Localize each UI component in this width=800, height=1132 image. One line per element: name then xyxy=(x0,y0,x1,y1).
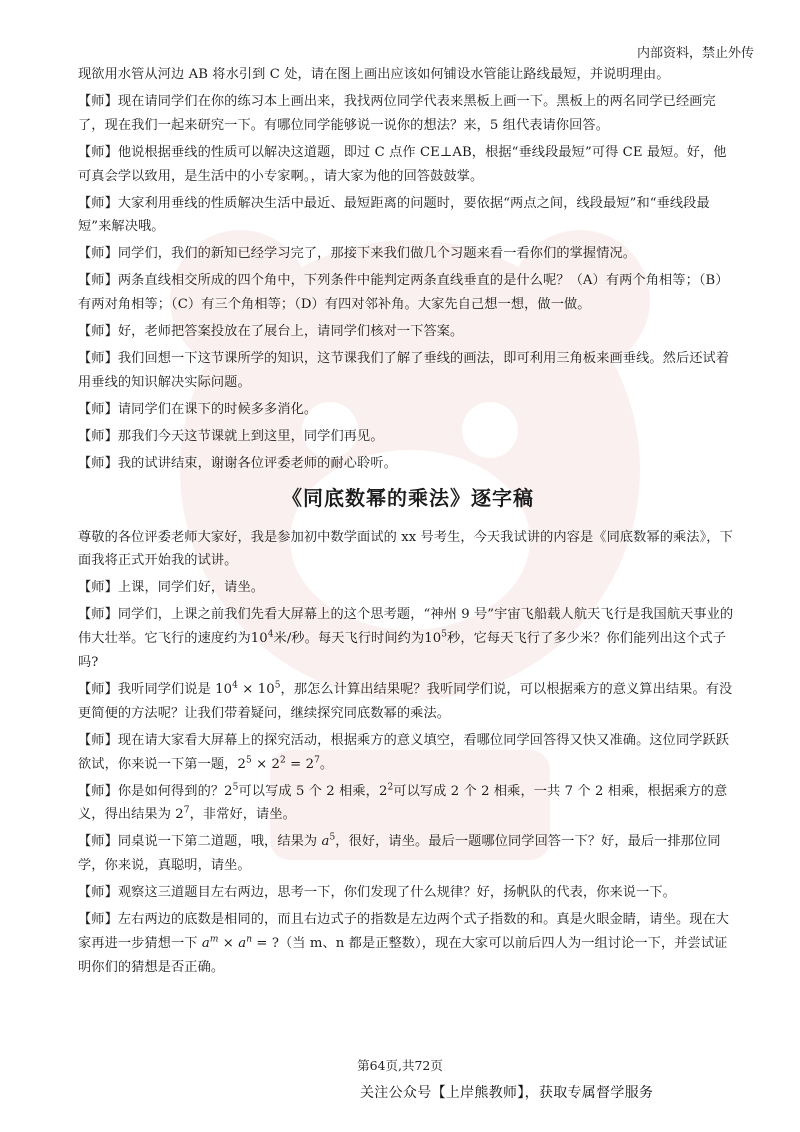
paragraph xyxy=(78,269,738,317)
teacher-tag: 【师】 xyxy=(78,580,118,596)
text-segment: × 2 xyxy=(251,756,281,772)
text-segment: 可以写成 5 个 2 相乘，2 xyxy=(238,783,388,799)
paragraph-text: 他说根据垂线的性质可以解决这道题，即过 C 点作 CE⊥AB，根据“垂线段最短”可得 CE 最短。好，他可真会学以致用，是生活中的小专家啊。，请大家为他的回答鼓鼓掌。 xyxy=(78,144,727,184)
paragraph-text: 我的试讲结束，谢谢各位评委老师的耐心聆听。 xyxy=(117,455,397,471)
exponent: 5 xyxy=(245,755,252,766)
text-segment: 秒，它每天飞行了多少米？你们能列出这个式子吗? xyxy=(78,631,727,671)
teacher-tag: 【师】 xyxy=(78,732,118,748)
paragraph xyxy=(78,192,738,240)
exponent: 4 xyxy=(232,680,238,691)
header-note: 内部资料，禁止外传 xyxy=(636,46,754,61)
paragraph xyxy=(78,780,738,828)
paragraph xyxy=(78,90,738,138)
exponent: m xyxy=(209,934,219,945)
exponent: n xyxy=(246,934,253,945)
teacher-tag: 【师】 xyxy=(78,912,118,928)
teacher-tag: 【师】 xyxy=(78,401,118,417)
text-segment: 可以写成 2 个 2 相乘，一共 7 个 2 相乘，根据乘方的意义，得出结果为 2 xyxy=(78,783,728,823)
paragraph-text: 同学们，我们的新知已经学习完了，那接下来我们做几个习题来看一看你们的掌握情况。 xyxy=(117,246,637,262)
teacher-tag: 【师】 xyxy=(78,273,118,289)
paragraph xyxy=(78,576,738,600)
exponent: 5 xyxy=(329,832,336,843)
math-variable: a xyxy=(238,936,247,951)
paragraph xyxy=(78,881,738,905)
paragraph-text: 现欲用水管从河边 AB 将水引到 C 处，请在图上画出应该如何铺设水管能让路线最短，并说明理由。 xyxy=(78,67,670,82)
text-segment: ，很好，请坐。最后一题哪位同学回答一下？好，最后一排那位同学，你来说，真聪明，请坐。 xyxy=(78,834,721,874)
exponent: 4 xyxy=(267,629,274,640)
text-segment: 你是如何得到的？2 xyxy=(117,783,233,799)
text-segment: 现在请大家看大屏幕上的探究活动，根据乘方的意义填空，看哪位同学回答得又快又准确。这位同学跃跃欲试，你来说一下第一题，2 xyxy=(78,732,730,772)
text-segment: 米/秒。每天飞行时间约为10 xyxy=(273,631,442,647)
exponent: 7 xyxy=(314,755,320,766)
paragraph-text: 上课，同学们好，请坐。 xyxy=(117,580,265,596)
exponent: 5 xyxy=(274,680,281,691)
footer-promo: 关注公众号【上岸熊教师】，获取专属督学服务 xyxy=(360,1085,654,1101)
text-segment: × xyxy=(218,936,239,951)
document-body xyxy=(78,63,738,983)
paragraph xyxy=(78,678,738,726)
section-previous-lesson xyxy=(78,63,738,476)
teacher-tag: 【师】 xyxy=(78,246,118,262)
paragraph xyxy=(78,425,738,449)
teacher-tag: 【师】 xyxy=(78,324,118,340)
exponent: 7 xyxy=(183,806,190,817)
paragraph-intro: 尊敬的各位评委老师大家好，我是参加初中数学面试的 xx 号考生，今天我试讲的内容是《同底数幂的乘法》，下面我将正式开始我的试讲。 xyxy=(78,529,733,569)
paragraph xyxy=(78,452,738,476)
document-title: 《同底数幂的乘法》逐字稿 xyxy=(282,485,534,510)
page-number: 第64页,共72页 xyxy=(357,1058,443,1073)
math-variable: a xyxy=(201,936,210,951)
paragraph-continued xyxy=(78,63,738,87)
text-segment: × 10 xyxy=(238,681,275,697)
text-segment: 我听同学们说是 10 xyxy=(117,681,233,697)
math-variable: a xyxy=(321,834,330,850)
text-segment: 左右两边的底数是相同的，而且右边式子的指数是左边两个式子指数的和。真是火眼金睛，请坐。现在大家再进一步猜想一下 xyxy=(78,912,730,951)
teacher-tag: 【师】 xyxy=(78,885,118,901)
teacher-tag: 【师】 xyxy=(78,93,118,109)
paragraph xyxy=(78,320,738,344)
paragraph xyxy=(78,830,738,878)
exponent: 2 xyxy=(387,782,394,793)
teacher-tag: 【师】 xyxy=(78,350,118,366)
paragraph-text: 好，老师把答案投放在了展台上，请同学们核对一下答案。 xyxy=(117,324,464,340)
text-segment: = 2 xyxy=(285,756,315,772)
text-segment: 同学们，上课之前我们先看大屏幕上的这个思考题，“神州 9 号”宇宙飞船载人航天飞行是我国航天事业的伟大壮举。它飞行的速度约为10 xyxy=(78,607,734,647)
paragraph-text: 现在请同学们在你的练习本上画出来，我找两位同学代表来黑板上画一下。黑板上的两名同学已经画完了，现在我们一起来研究一下。有哪位同学能够说一说你的想法？来，5 组代表请你回答。 xyxy=(78,93,716,133)
paragraph-text: 请同学们在课下的时候多多消化。 xyxy=(117,401,318,417)
teacher-tag: 【师】 xyxy=(78,607,118,623)
exponent: 5 xyxy=(441,629,448,640)
paragraph xyxy=(78,398,738,422)
paragraph xyxy=(78,141,738,189)
exponent: 2 xyxy=(280,755,286,766)
paragraph xyxy=(78,603,738,675)
paragraph xyxy=(78,908,738,980)
teacher-tag: 【师】 xyxy=(78,144,118,160)
paragraph xyxy=(78,242,738,266)
text-segment: 同桌说一下第二道题，哦，结果为 xyxy=(117,834,322,850)
teacher-tag: 【师】 xyxy=(78,834,118,850)
exponent: 5 xyxy=(232,782,239,793)
paragraph-text: 大家利用垂线的性质解决生活中最近、最短距离的问题时，要依据“两点之间，线段最短”和“垂线段最短”来解决哦。 xyxy=(78,195,710,235)
text-segment: 。 xyxy=(319,756,334,772)
text-segment: ，那怎么计算出结果呢？我听同学们说，可以根据乘方的意义算出结果。有没更简便的方法呢？让我们带着疑问，继续探究同底数幂的乘法。 xyxy=(78,681,733,721)
teacher-tag: 【师】 xyxy=(78,681,118,697)
teacher-tag: 【师】 xyxy=(78,195,118,211)
teacher-tag: 【师】 xyxy=(78,455,118,471)
paragraph-text: 观察这三道题目左右两边，思考一下，你们发现了什么规律？好，扬帆队的代表，你来说一下。 xyxy=(117,885,676,901)
paragraph-text: 两条直线相交所成的四个角中，下列条件中能判定两条直线垂直的是什么呢？（A）有两个角相等；（B）有两对角相等；（C）有三个角相等；（D）有四对邻补角。大家先自己想一想，做一做。 xyxy=(78,273,729,313)
paragraph xyxy=(78,729,738,777)
paragraph-text: 我们回想一下这节课所学的知识，这节课我们了解了垂线的画法，即可利用三角板来画垂线。然后还试着用垂线的知识解决实际问题。 xyxy=(78,350,730,390)
paragraph xyxy=(78,347,738,395)
teacher-tag: 【师】 xyxy=(78,428,118,444)
paragraph-text: 那我们今天这节课就上到这里，同学们再见。 xyxy=(117,428,384,444)
text-segment: ，非常好，请坐。 xyxy=(189,807,296,823)
text-segment: = ?（当 m、n 都是正整数），现在大家可以前后四人为一组讨论一下，并尝试证明你们的猜想是否正确。 xyxy=(78,936,728,975)
teacher-tag: 【师】 xyxy=(78,783,118,799)
